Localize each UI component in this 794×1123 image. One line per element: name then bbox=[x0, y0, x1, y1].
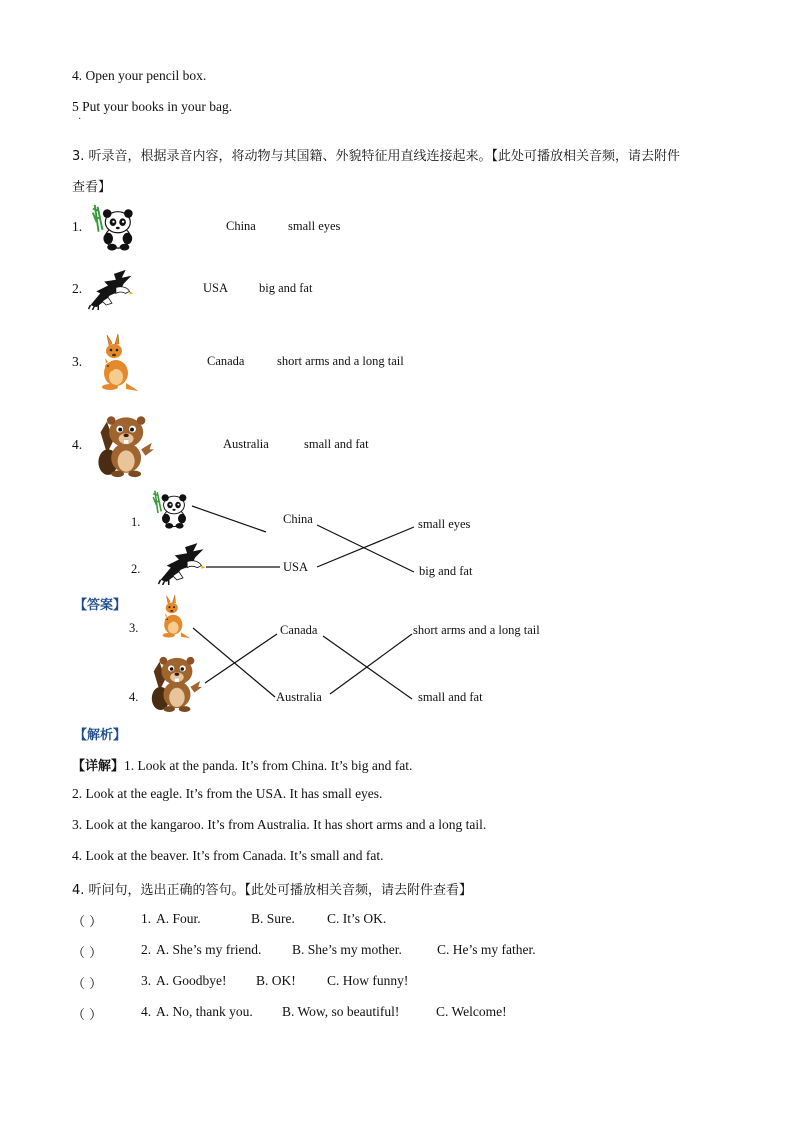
q3-row-1-num: 1. bbox=[72, 219, 83, 234]
answer-num-1: 1. bbox=[131, 515, 141, 529]
q3-row-3-country: Canada bbox=[207, 354, 245, 368]
analysis-label: 【解析】 bbox=[74, 728, 127, 743]
q3-row-2-country: USA bbox=[203, 281, 229, 295]
q3-instruction-line2: 查看】 bbox=[72, 180, 112, 195]
q4-item-4-c: C. Welcome! bbox=[436, 1004, 507, 1019]
q4-item-3-a: A. Goodbye! bbox=[156, 973, 227, 988]
q3-row-3-num: 3. bbox=[72, 354, 83, 369]
analysis-line-1 bbox=[72, 755, 412, 774]
q4-item-1-c: C. It’s OK. bbox=[327, 911, 387, 926]
q4-answer-blank-3[interactable]: （ ） bbox=[72, 977, 103, 992]
analysis-line-4: 4. Look at the beaver. It’s from Canada. It’s small and fat. bbox=[72, 848, 384, 863]
q3-row-4-num: 4. bbox=[72, 437, 83, 452]
q3-row-2-num: 2. bbox=[72, 281, 83, 296]
q4-item-1-num: 1. bbox=[141, 911, 152, 926]
answer-feature-smallfat: small and fat bbox=[418, 690, 483, 704]
q4-item-3-b: B. OK! bbox=[256, 973, 296, 988]
q3-row-1-feature: small eyes bbox=[288, 219, 341, 233]
analysis-line-3: 3. Look at the kangaroo. It’s from Australia. It has short arms and a long tail. bbox=[72, 817, 487, 832]
line-australia-shortarms bbox=[330, 634, 412, 694]
q3-row-4-feature: small and fat bbox=[304, 437, 369, 451]
q4-answer-blank-4[interactable]: （ ） bbox=[72, 1008, 103, 1023]
q4-answer-blank-2[interactable]: （ ） bbox=[72, 946, 103, 961]
q4-item-2 bbox=[72, 942, 102, 961]
q4-item-3-c: C. How funny! bbox=[327, 973, 409, 988]
answer-country-china: China bbox=[283, 512, 313, 526]
bullet-dot: · bbox=[78, 114, 82, 125]
answer-label: 【答案】 bbox=[74, 598, 127, 613]
answer-country-usa: USA bbox=[283, 560, 309, 574]
line-usa-smalleyes bbox=[317, 527, 414, 567]
line-kangaroo-australia bbox=[193, 628, 275, 697]
q3-row-4-country: Australia bbox=[223, 437, 269, 451]
answer-eagle-icon bbox=[156, 539, 208, 585]
answer-panda-icon bbox=[150, 489, 190, 529]
q4-item-2-c: C. He’s my father. bbox=[437, 942, 536, 957]
q4-item-2-a: A. She’s my friend. bbox=[156, 942, 262, 957]
q4-item-4-num: 4. bbox=[141, 1004, 152, 1019]
q4-item-3-num: 3. bbox=[141, 973, 152, 988]
answer-beaver-icon bbox=[146, 652, 204, 712]
q4-item-3 bbox=[72, 973, 102, 992]
answer-num-4: 4. bbox=[129, 690, 139, 704]
top-item-4: 4. Open your pencil box. bbox=[72, 68, 207, 83]
line-panda-china bbox=[192, 506, 266, 532]
line-beaver-canada bbox=[205, 634, 277, 683]
q4-item-4-b: B. Wow, so beautiful! bbox=[282, 1004, 400, 1019]
q4-item-4 bbox=[72, 1004, 102, 1023]
q4-item-1-b: B. Sure. bbox=[251, 911, 295, 926]
q4-item-2-num: 2. bbox=[141, 942, 152, 957]
detail-label: 【详解】 bbox=[72, 759, 125, 774]
top-item-5: 5 Put your books in your bag. bbox=[72, 99, 233, 114]
q4-answer-blank-1[interactable]: （ ） bbox=[72, 915, 103, 930]
q4-item-1-a: A. Four. bbox=[156, 911, 201, 926]
answer-country-canada: Canada bbox=[280, 623, 318, 637]
q3-row-3-feature: short arms and a long tail bbox=[277, 354, 404, 368]
answer-feature-bigfat: big and fat bbox=[419, 564, 473, 578]
q4-item-4-a: A. No, thank you. bbox=[156, 1004, 253, 1019]
q3-instruction-visible: 3. 听录音，根据录音内容，将动物与其国籍、外貌特征用直线连接起来。【此处可播放相关音频，请去附件 bbox=[72, 149, 681, 164]
analysis-line-2: 2. Look at the eagle. It’s from the USA. It has small eyes. bbox=[72, 786, 383, 801]
q4-item-1 bbox=[72, 911, 102, 930]
q3-row-1-country: China bbox=[226, 219, 256, 233]
answer-feature-shortarms: short arms and a long tail bbox=[413, 623, 540, 637]
q3-row-2-feature: big and fat bbox=[259, 281, 313, 295]
q4-item-2-b: B. She’s my mother. bbox=[292, 942, 402, 957]
answer-num-3: 3. bbox=[129, 621, 139, 635]
line-china-bigfat bbox=[317, 525, 414, 572]
q4-instruction: 4. 听问句，选出正确的答句。【此处可播放相关音频，请去附件查看】 bbox=[72, 883, 473, 898]
analysis-text-1: 1. Look at the panda. It’s from China. It’s big and fat. bbox=[124, 758, 413, 773]
answer-kangaroo-icon bbox=[152, 594, 190, 640]
answer-country-australia: Australia bbox=[276, 690, 322, 704]
answer-feature-smalleyes: small eyes bbox=[418, 517, 471, 531]
answer-num-2: 2. bbox=[131, 562, 141, 576]
